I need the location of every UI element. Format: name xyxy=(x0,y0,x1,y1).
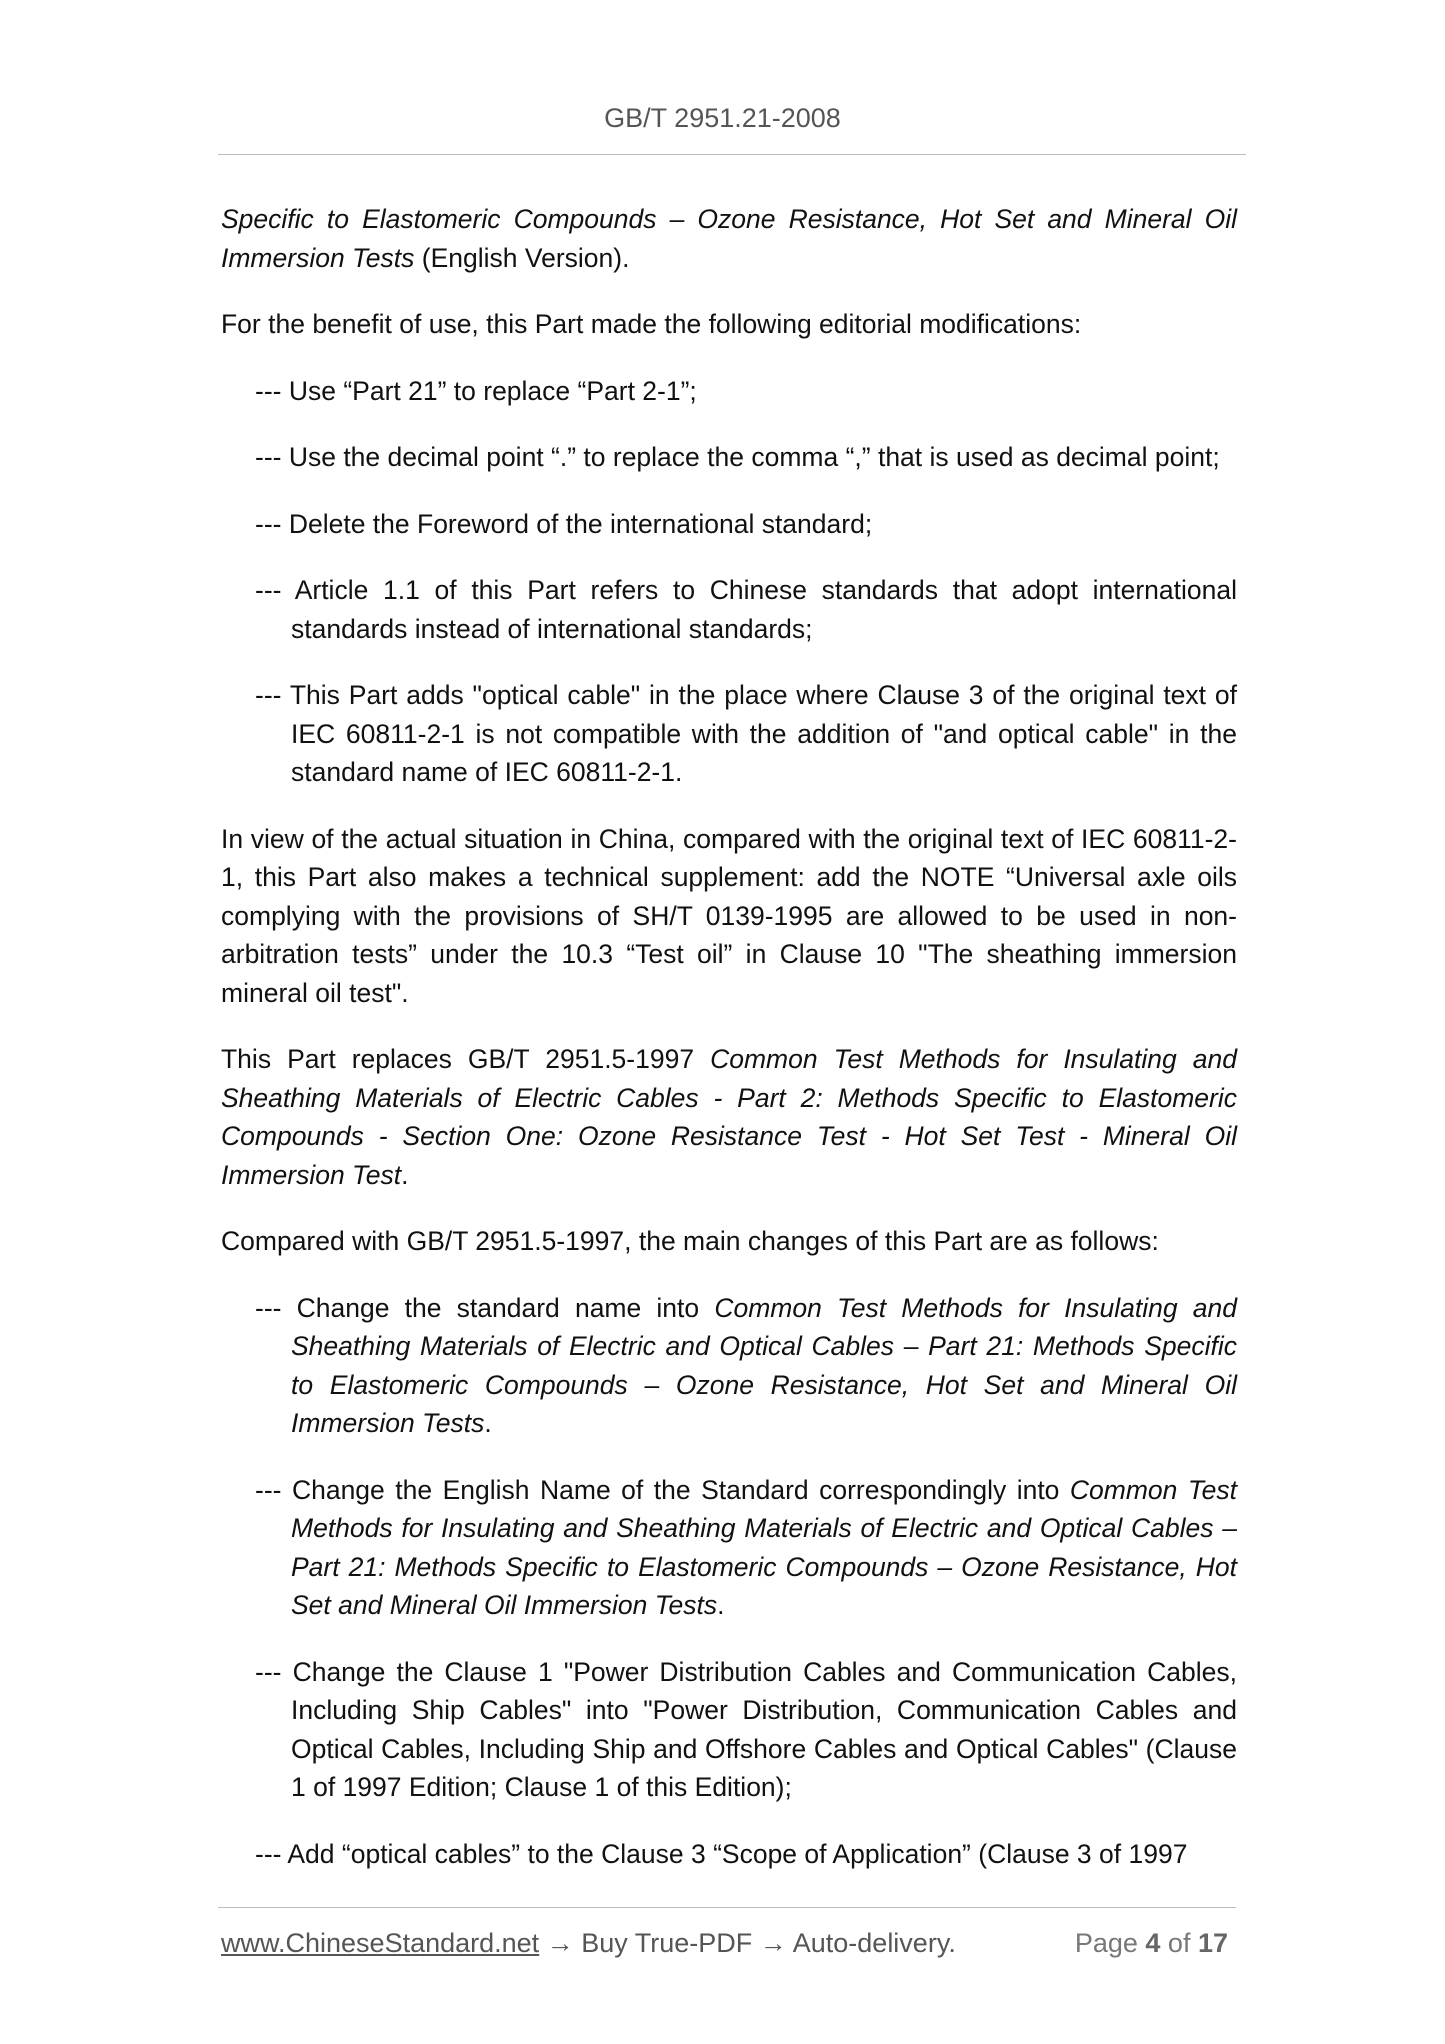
standard-title-italic: Common Test Methods for Insulating and Sheathing Materials of Electric Cables - Part 2: Methods Specific to Elastomeric Compounds - Section One: Ozone Resistance Test - Hot Set Test - Mineral Oil Immersion Test xyxy=(221,1044,1237,1190)
page-number xyxy=(1075,1928,1228,1959)
of-label: of xyxy=(1160,1928,1198,1958)
list-item-change: --- Change the Clause 1 "Power Distribution Cables and Communication Cables, Including Ship Cables" into "Power Distribution, Communication Cables and Optical Cables, Including Ship and Offshore Cables and Optical Cables" (Clause 1 of 1997 Edition; Clause 1 of this Edition); xyxy=(255,1656,1237,1802)
standard-title-italic: Common Test Methods for Insulating and Sheathing Materials of Electric and Optical Cables – Part 21: Methods Specific to Elastomeric Compounds – Ozone Resistance, Hot Set and Mineral Oil Immersion Tests xyxy=(291,1474,1237,1620)
footer-text: → Buy True-PDF → Auto-delivery. xyxy=(539,1928,956,1958)
standard-title-italic: Common Test Methods for Insulating and Sheathing Materials of Electric and Optical Cables – Part 21: Methods Specific to Elastomeric Compounds – Ozone Resistance, Hot Set and Mineral Oil Immersion Tests xyxy=(291,1292,1237,1438)
standard-title-italic: Specific to Elastomeric Compounds – Ozone Resistance, Hot Set and Mineral Oil Immersion Tests xyxy=(221,204,1237,273)
text-span: (English Version). xyxy=(414,242,630,273)
paragraph-editorial-intro: For the benefit of use, this Part made the following editorial modifications: xyxy=(221,309,1082,339)
list-item-editorial-mod: --- Article 1.1 of this Part refers to Chinese standards that adopt international standards instead of international standards; xyxy=(255,575,1237,644)
page-label: Page xyxy=(1074,1928,1146,1958)
document-body xyxy=(221,200,1237,1901)
paragraph-replaces xyxy=(221,1040,1237,1194)
header-divider xyxy=(218,154,1246,155)
page-footer xyxy=(221,1928,956,1959)
page-header: GB/T 2951.21-2008 xyxy=(604,103,841,133)
list-item-editorial-mod: --- Delete the Foreword of the international standard; xyxy=(255,508,873,539)
text-span: . xyxy=(717,1590,725,1620)
list-item-editorial-mod: --- Use the decimal point “.” to replace the comma “,” that is used as decimal point; xyxy=(255,442,1220,472)
text-span: . xyxy=(484,1408,492,1438)
paragraph-standard-name-continued xyxy=(221,200,1237,277)
list-item-editorial-mod: --- Use “Part 21” to replace “Part 2-1”; xyxy=(255,375,697,406)
text-span: . xyxy=(401,1159,409,1190)
footer-divider xyxy=(218,1907,1236,1908)
text-span: --- Change the English Name of the Standard correspondingly into xyxy=(255,1474,1070,1505)
list-item-change xyxy=(255,1471,1237,1625)
current-page: 4 xyxy=(1145,1928,1161,1958)
paragraph-changes-intro: Compared with GB/T 2951.5-1997, the main changes of this Part are as follows: xyxy=(221,1226,1159,1256)
list-item-change xyxy=(255,1289,1237,1443)
text-span: This Part replaces GB/T 2951.5-1997 xyxy=(221,1044,711,1074)
website-link[interactable]: www.ChineseStandard.net xyxy=(221,1928,540,1958)
paragraph-technical-supplement: In view of the actual situation in China, compared with the original text of IEC 60811-2-1, this Part also makes a technical supplement: add the NOTE “Universal axle oils complying with the provisions of SH/T 0139-1995 are allowed to be used in non-arbitration tests” under the 10.3 “Test oil” in Clause 10 "The sheathing immersion mineral oil test". xyxy=(221,823,1237,1008)
list-item-change: --- Add “optical cables” to the Clause 3 “Scope of Application” (Clause 3 of 1997 xyxy=(255,1838,1188,1869)
list-item-editorial-mod: --- This Part adds "optical cable" in the place where Clause 3 of the original text of IEC 60811-2-1 is not compatible with the addition of "and optical cable" in the standard name of IEC 60811-2-1. xyxy=(255,680,1237,787)
text-span: --- Change the standard name into xyxy=(255,1292,715,1323)
total-pages: 17 xyxy=(1197,1928,1228,1958)
